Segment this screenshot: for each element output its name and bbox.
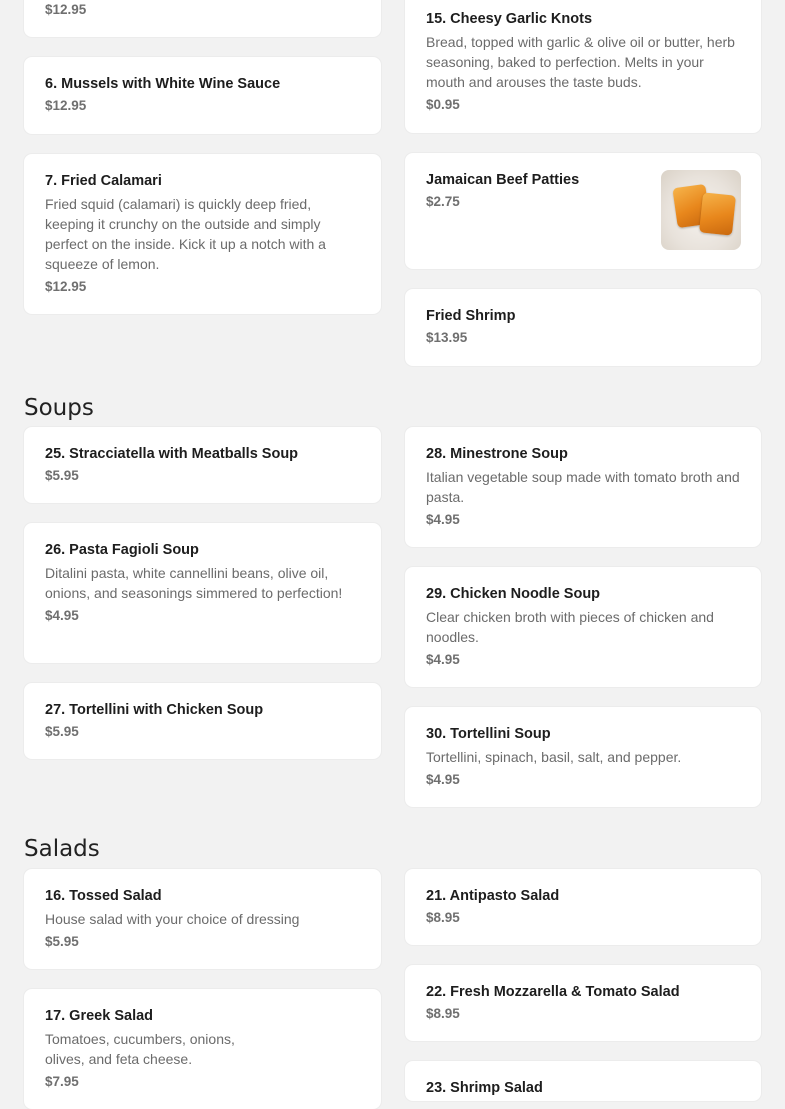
item-name: 22. Fresh Mozzarella & Tomato Salad bbox=[426, 984, 680, 1000]
item-name: 17. Greek Salad bbox=[45, 1008, 154, 1024]
menu-item-tortellini-soup[interactable] bbox=[405, 707, 761, 807]
item-name: Jamaican Beef Patties bbox=[426, 172, 580, 188]
item-name: 6. Mussels with White Wine Sauce bbox=[45, 76, 281, 92]
item-price: $5.95 bbox=[45, 724, 79, 739]
beef-patties-photo bbox=[661, 170, 741, 250]
menu-item-minestrone-soup[interactable] bbox=[405, 427, 761, 547]
item-name: 25. Stracciatella with Meatballs Soup bbox=[45, 446, 299, 462]
item-description: Fried squid (calamari) is quickly deep fried, keeping it crunchy on the outside and simply perfect on the inside. Kick it up a notch with a squeeze of lemon. bbox=[45, 196, 326, 272]
item-name: 28. Minestrone Soup bbox=[426, 446, 568, 462]
item-price: $4.95 bbox=[426, 772, 460, 787]
item-description: Tomatoes, cucumbers, onions, olives, and feta cheese. bbox=[45, 1031, 235, 1067]
item-name: 29. Chicken Noodle Soup bbox=[426, 586, 601, 602]
menu-item-cheesy-garlic-knots[interactable] bbox=[405, 0, 761, 133]
menu-item-stracciatella-soup[interactable] bbox=[24, 427, 381, 503]
menu-item-jamaican-beef-patties[interactable] bbox=[405, 153, 761, 269]
item-description: Italian vegetable soup made with tomato broth and pasta. bbox=[426, 469, 740, 505]
menu-item-card[interactable] bbox=[24, 0, 381, 37]
section-title-salads: Salads bbox=[24, 836, 100, 862]
item-name: 15. Cheesy Garlic Knots bbox=[426, 11, 593, 27]
menu-item-greek-salad[interactable] bbox=[24, 989, 381, 1109]
menu-item-mozzarella-tomato-salad[interactable] bbox=[405, 965, 761, 1041]
menu-item-fried-shrimp[interactable] bbox=[405, 289, 761, 366]
item-description: Ditalini pasta, white cannellini beans, olive oil, onions, and seasonings simmered to perfection! bbox=[45, 565, 343, 601]
menu-item-pasta-fagioli-soup[interactable] bbox=[24, 523, 381, 663]
item-price: $4.95 bbox=[426, 652, 460, 667]
menu-item-fried-calamari[interactable] bbox=[24, 154, 381, 314]
item-description: House salad with your choice of dressing bbox=[45, 911, 300, 927]
menu-item-mussels[interactable] bbox=[24, 57, 381, 134]
item-name: 23. Shrimp Salad bbox=[426, 1080, 543, 1096]
item-description: Bread, topped with garlic & olive oil or butter, herb seasoning, baked to perfection. Melts in your mouth and arouses the taste buds. bbox=[426, 34, 735, 90]
menu-item-antipasto-salad[interactable] bbox=[405, 869, 761, 945]
item-price: $4.95 bbox=[45, 608, 79, 623]
item-price: $5.95 bbox=[45, 934, 79, 949]
item-price: $12.95 bbox=[45, 2, 87, 17]
item-price: $5.95 bbox=[45, 468, 79, 483]
item-price: $4.95 bbox=[426, 512, 460, 527]
item-name: 30. Tortellini Soup bbox=[426, 726, 551, 742]
item-price: $0.95 bbox=[426, 97, 460, 112]
item-price: $13.95 bbox=[426, 330, 468, 345]
section-title-soups: Soups bbox=[24, 395, 94, 421]
menu-item-tossed-salad[interactable] bbox=[24, 869, 381, 969]
item-name: 16. Tossed Salad bbox=[45, 888, 162, 904]
menu-item-tortellini-chicken-soup[interactable] bbox=[24, 683, 381, 759]
item-price: $12.95 bbox=[45, 279, 87, 294]
item-name: 21. Antipasto Salad bbox=[426, 888, 560, 904]
menu-item-chicken-noodle-soup[interactable] bbox=[405, 567, 761, 687]
item-price: $2.75 bbox=[426, 194, 460, 209]
item-name: 7. Fried Calamari bbox=[45, 173, 162, 189]
item-name: 26. Pasta Fagioli Soup bbox=[45, 542, 199, 558]
item-name: Fried Shrimp bbox=[426, 308, 516, 324]
item-description: Tortellini, spinach, basil, salt, and pepper. bbox=[426, 749, 682, 765]
menu-item-shrimp-salad[interactable] bbox=[405, 1061, 761, 1101]
item-price: $12.95 bbox=[45, 98, 87, 113]
item-name: 27. Tortellini with Chicken Soup bbox=[45, 702, 264, 718]
item-price: $8.95 bbox=[426, 910, 460, 925]
item-price: $8.95 bbox=[426, 1006, 460, 1021]
item-description: Clear chicken broth with pieces of chicken and noodles. bbox=[426, 609, 714, 645]
item-price: $7.95 bbox=[45, 1074, 79, 1089]
